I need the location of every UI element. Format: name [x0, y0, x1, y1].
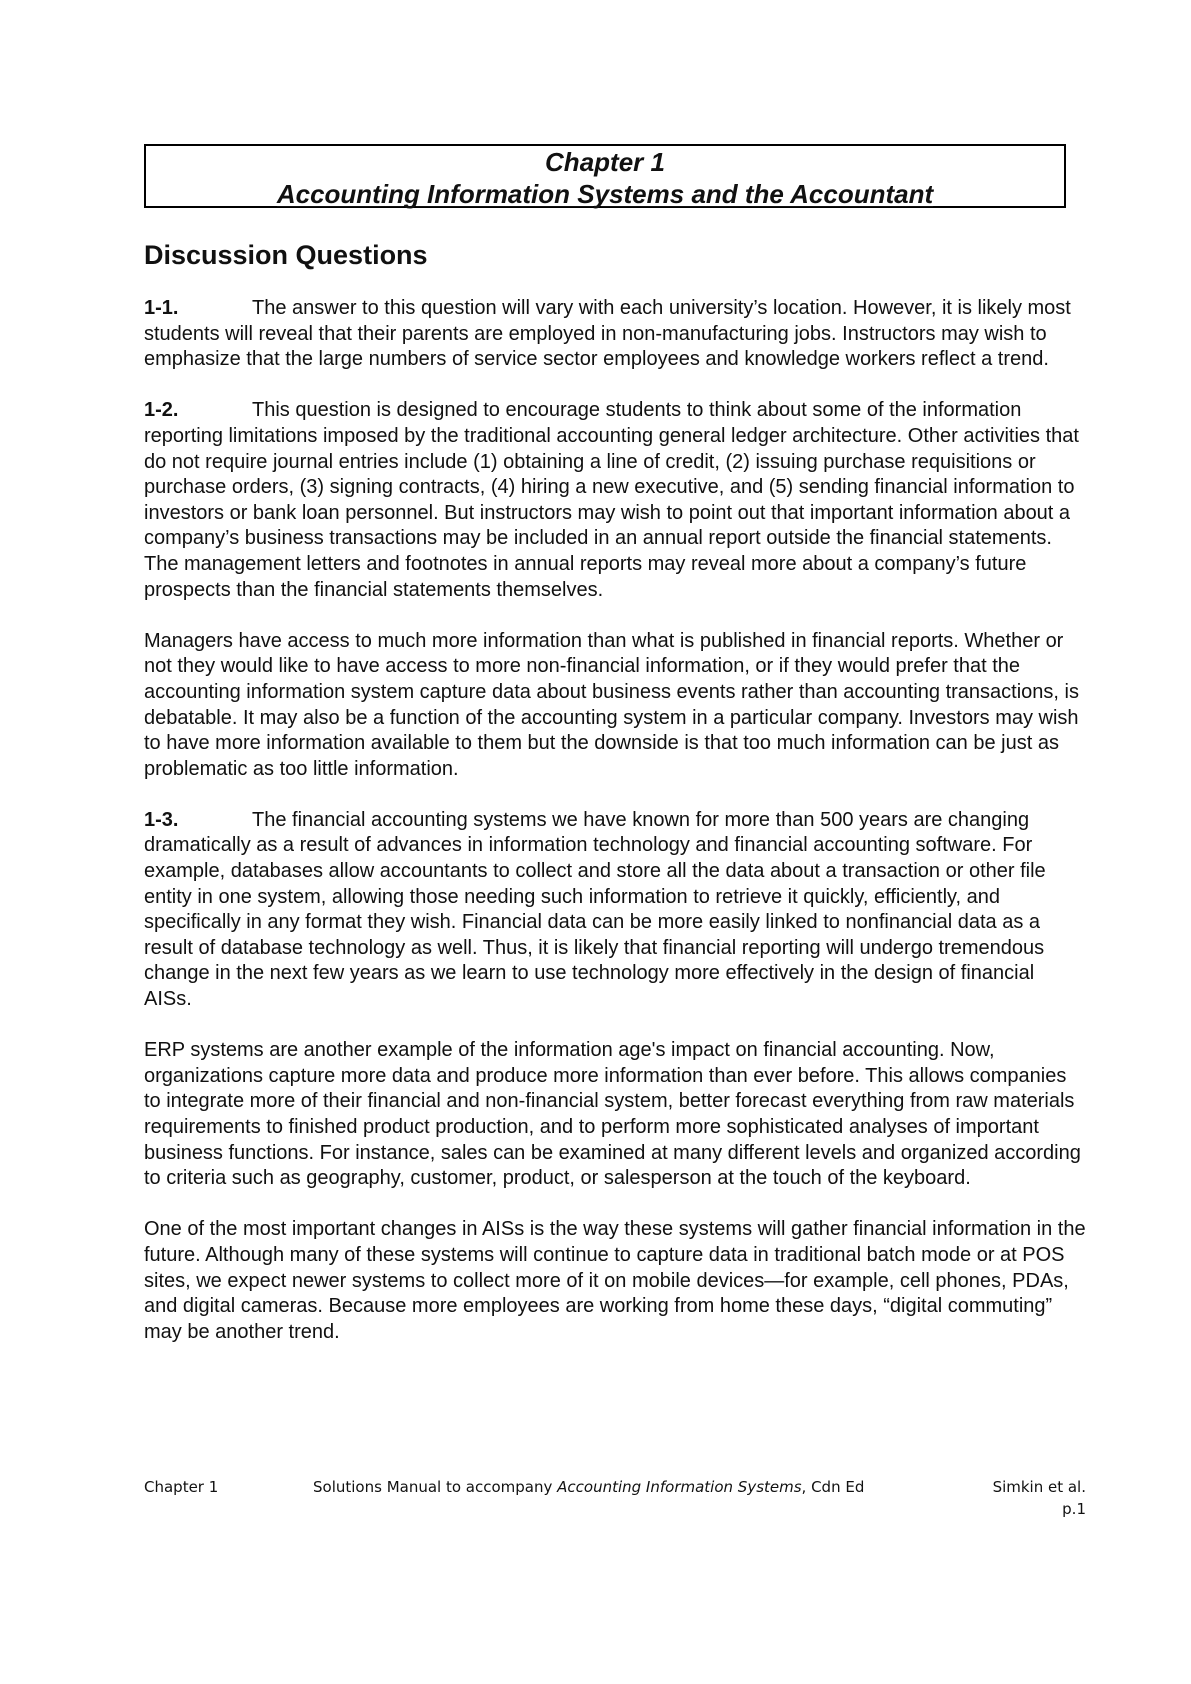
chapter-title-box — [144, 144, 1066, 208]
paragraph-1-2 — [144, 398, 1086, 603]
question-number: 1-3. — [144, 808, 179, 831]
paragraph-text: The answer to this question will vary with each university’s location. However, it is likely most students will reveal that their parents are employed in non-manufacturing jobs. Instructors may wish to emphasize that the large numbers of service sector employees and knowledge workers reflect a trend. — [144, 297, 1071, 371]
paragraph-text: Managers have access to much more information than what is published in financial reports. Whether or not they would like to have access to more non-financial information, or if they would prefer that the accounting information system capture data about business events rather than accounting transactions, is debatable. It may also be a function of the accounting system in a particular company. Investors may wish to have more information available to them but the downside is that too much information can be just as problematic as too little information. — [144, 629, 1079, 780]
footer-edition: , Cdn Ed — [801, 1478, 865, 1496]
paragraph-text: One of the most important changes in AISs is the way these systems will gather financial information in the future. Although many of these systems will continue to capture data in traditional batch mode or at POS sites, we expect newer systems to collect more of it on mobile devices—for example, cell phones, PDAs, and digital cameras. Because more employees are working from home these days, “digital commuting” may be another trend. — [144, 1218, 1086, 1343]
paragraph-text: ERP systems are another example of the information age's impact on financial accounting. Now, organizations capture more data and produce more information than ever before. This allows companies to integrate more of their financial and non-financial system, better forecast everything from raw materials requirements to finished product production, and to perform more sophisticated analyses of important business functions. For instance, sales can be examined at many different levels and organized according to criteria such as geography, customer, product, or salesperson at the touch of the keyboard. — [144, 1039, 1081, 1190]
chapter-title: Accounting Information Systems and the Accountant — [276, 179, 934, 209]
paragraph-ais-changes — [144, 1217, 1086, 1345]
footer-chapter: Chapter 1 — [144, 1478, 219, 1496]
paragraph-text: The financial accounting systems we have known for more than 500 years are changing dramatically as a result of advances in information technology and financial accounting software. For example, databases allow accountants to collect and store all the data about a transaction or other file entity in one system, allowing those needing such information to retrieve it quickly, efficiently, and specifically in any format they wish. Financial data can be more easily linked to nonfinancial data as a result of database technology as well. Thus, it is likely that financial reporting will undergo tremendous change in the next few years as we learn to use technology more effectively in the design of financial AISs. — [144, 808, 1046, 1011]
paragraph-1-1 — [144, 296, 1086, 373]
document-body — [144, 296, 1086, 1371]
paragraph-1-3 — [144, 808, 1086, 1013]
paragraph-managers — [144, 629, 1086, 783]
question-number: 1-2. — [144, 399, 179, 422]
paragraph-text: This question is designed to encourage students to think about some of the information reporting limitations imposed by the traditional accounting general ledger architecture. Other activities that do not require journal entries include (1) obtaining a line of credit, (2) issuing purchase requisitions or purchase orders, (3) signing contracts, (4) hiring a new executive, and (5) sending financial information to investors or bank loan personnel. But instructors may wish to point out that important information about a company’s business transactions may be included in an annual report outside the financial statements. The management letters and footnotes in annual reports may reveal more about a company’s future prospects than the financial statements themselves. — [144, 399, 1079, 601]
footer-authors: Simkin et al. — [992, 1478, 1086, 1496]
footer-book-title: Accounting Information Systems — [557, 1478, 802, 1496]
footer-source-prefix: Solutions Manual to accompany — [313, 1478, 558, 1496]
chapter-number: Chapter 1 — [545, 147, 665, 177]
section-heading: Discussion Questions — [144, 240, 428, 270]
paragraph-erp — [144, 1038, 1086, 1192]
footer-source — [313, 1476, 864, 1498]
question-number: 1-1. — [144, 297, 179, 319]
page-number: p.1 — [1062, 1500, 1086, 1518]
